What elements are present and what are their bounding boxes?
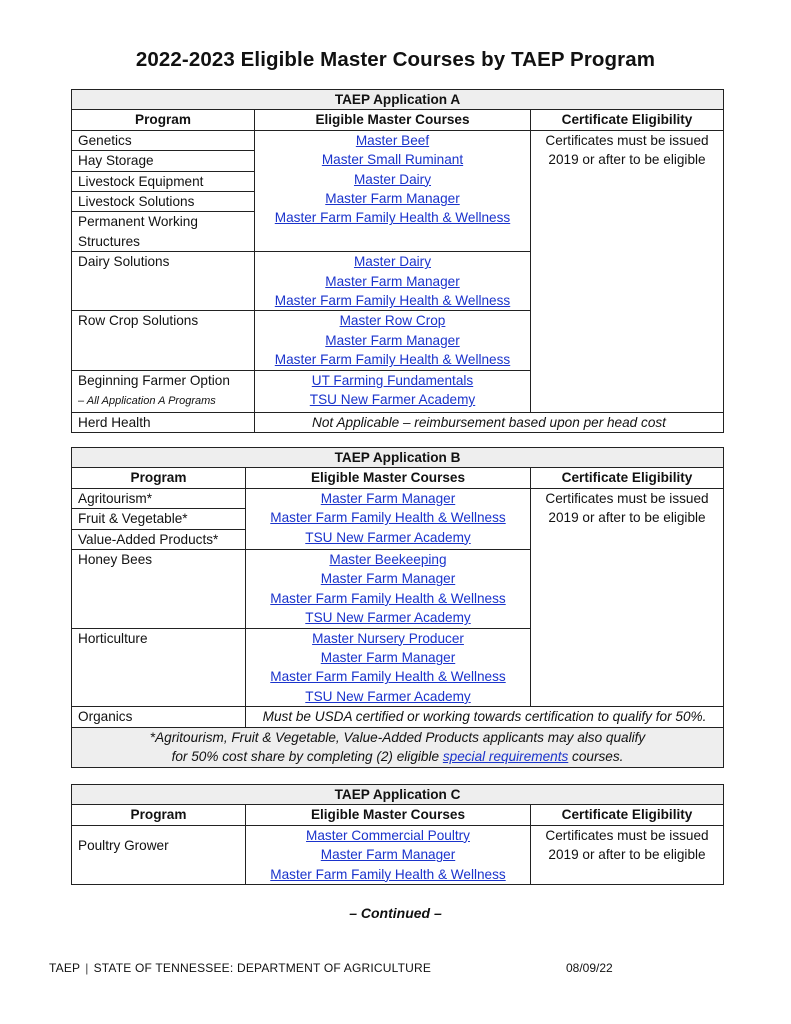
program-livestock-solutions: Livestock Solutions (72, 192, 255, 212)
column-header-certificate: Certificate Eligibility (531, 468, 724, 488)
application-c-header: TAEP Application C (72, 785, 724, 805)
certificate-text-line2: 2019 or after to be eligible (548, 152, 706, 168)
program-beginning-farmer (72, 370, 255, 412)
program-value-added-products: Value-Added Products* (72, 529, 246, 549)
footnote-line1: *Agritourism, Fruit & Vegetable, Value-Added Products applicants may also qualify (149, 729, 646, 745)
course-link[interactable]: Master Farm Manager (325, 273, 460, 289)
column-header-certificate: Certificate Eligibility (531, 110, 724, 130)
footnote-line2-post: courses. (568, 749, 624, 765)
column-header-program: Program (72, 468, 246, 488)
program-hay-storage: Hay Storage (72, 151, 255, 171)
course-link[interactable]: Master Farm Manager (325, 191, 460, 207)
courses-cell (246, 488, 531, 549)
program-dairy-solutions: Dairy Solutions (72, 252, 255, 311)
certificate-text-line1: Certificates must be issued (545, 827, 709, 843)
course-link[interactable]: Master Dairy (353, 254, 432, 270)
program-honey-bees: Honey Bees (72, 550, 246, 629)
course-link[interactable]: Master Farm Family Health & Wellness (270, 669, 506, 685)
courses-cell (255, 311, 531, 370)
course-link[interactable]: Master Beekeeping (329, 552, 447, 568)
course-link[interactable]: TSU New Farmer Academy (305, 688, 471, 704)
certificate-eligibility-cell (531, 130, 724, 412)
course-link[interactable]: Master Farm Manager (320, 847, 456, 863)
courses-cell (246, 550, 531, 629)
course-link[interactable]: TSU New Farmer Academy (305, 610, 471, 626)
poultry-grower-label: Poultry Grower (78, 837, 169, 853)
program-agritourism: Agritourism* (72, 488, 246, 508)
application-b-table (71, 447, 724, 768)
program-organics: Organics (72, 707, 246, 727)
application-b-footnote (72, 727, 724, 767)
column-header-courses: Eligible Master Courses (246, 805, 531, 825)
special-requirements-link[interactable]: special requirements (442, 749, 569, 765)
course-link[interactable]: Master Row Crop (339, 313, 446, 329)
course-link[interactable]: Master Small Ruminant (321, 152, 464, 168)
course-link[interactable]: Master Farm Family Health & Wellness (270, 866, 506, 882)
footer-org-left: TAEP (49, 961, 81, 975)
program-herd-health: Herd Health (72, 412, 255, 432)
herd-health-note: Not Applicable – reimbursement based upon per head cost (255, 412, 724, 432)
footnote-line2-pre: for 50% cost share by completing (2) eligible (171, 749, 443, 765)
course-link[interactable]: Master Farm Family Health & Wellness (270, 510, 506, 526)
course-link[interactable]: Master Dairy (353, 171, 432, 187)
courses-cell (246, 825, 531, 884)
certificate-eligibility-cell (531, 825, 724, 884)
column-header-program: Program (72, 805, 246, 825)
footer-org-right: STATE OF TENNESSEE: DEPARTMENT OF AGRICULTURE (93, 961, 432, 975)
courses-cell (255, 252, 531, 311)
program-poultry-grower (72, 825, 246, 884)
courses-cell (255, 370, 531, 412)
application-b-header: TAEP Application B (72, 448, 724, 468)
continued-label: – Continued – (349, 905, 442, 921)
program-row-crop-solutions: Row Crop Solutions (72, 311, 255, 370)
certificate-text-line1: Certificates must be issued (545, 132, 709, 148)
application-a-header: TAEP Application A (72, 90, 724, 110)
course-link[interactable]: UT Farming Fundamentals (311, 372, 474, 388)
program-genetics: Genetics (72, 130, 255, 150)
course-link[interactable]: TSU New Farmer Academy (305, 529, 471, 545)
course-link[interactable]: Master Farm Family Health & Wellness (274, 352, 511, 368)
course-link[interactable]: Master Farm Manager (320, 571, 456, 587)
program-livestock-equipment: Livestock Equipment (72, 171, 255, 191)
column-header-courses: Eligible Master Courses (255, 110, 531, 130)
certificate-text-line2: 2019 or after to be eligible (548, 847, 706, 863)
program-fruit-vegetable: Fruit & Vegetable* (72, 509, 246, 529)
course-link[interactable]: Master Farm Family Health & Wellness (274, 210, 511, 226)
footer-organization (49, 961, 431, 975)
course-link[interactable]: Master Farm Family Health & Wellness (270, 590, 506, 606)
course-link[interactable]: Master Farm Manager (320, 490, 456, 506)
footer-date: 08/09/22 (566, 961, 613, 975)
organics-note: Must be USDA certified or working towards certification to qualify for 50%. (246, 707, 724, 727)
beginning-farmer-subtext: – All Application A Programs (78, 395, 216, 408)
course-link[interactable]: TSU New Farmer Academy (309, 392, 476, 408)
course-link[interactable]: Master Nursery Producer (312, 630, 464, 646)
application-a-table (71, 89, 724, 433)
course-link[interactable]: Master Beef (355, 132, 430, 148)
column-header-program: Program (72, 110, 255, 130)
course-link[interactable]: Master Farm Manager (320, 650, 456, 666)
application-c-table (71, 784, 724, 885)
course-link[interactable]: Master Farm Manager (325, 332, 460, 348)
program-permanent-working-structures: Permanent Working Structures (72, 212, 255, 252)
certificate-eligibility-cell (531, 488, 724, 706)
beginning-farmer-label: Beginning Farmer Option (78, 372, 230, 388)
program-horticulture: Horticulture (72, 628, 246, 707)
courses-cell (246, 628, 531, 707)
footer-separator: | (85, 961, 89, 975)
course-link[interactable]: Master Commercial Poultry (306, 827, 470, 843)
certificate-text-line2: 2019 or after to be eligible (548, 510, 706, 526)
column-header-certificate: Certificate Eligibility (531, 805, 724, 825)
column-header-courses: Eligible Master Courses (246, 468, 531, 488)
certificate-text-line1: Certificates must be issued (545, 490, 709, 506)
courses-cell (255, 130, 531, 251)
course-link[interactable]: Master Farm Family Health & Wellness (274, 293, 511, 309)
page-title: 2022-2023 Eligible Master Courses by TAEP Program (135, 48, 656, 71)
